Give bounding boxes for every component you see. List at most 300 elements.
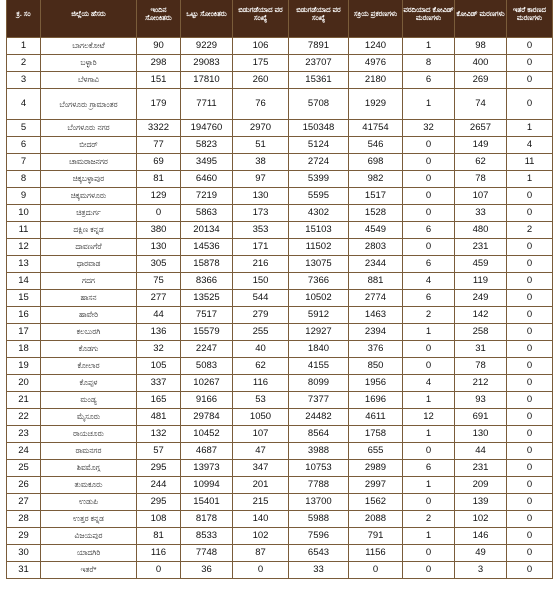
table-row (7, 494, 553, 511)
cell-discharged-today: 76 (233, 89, 289, 120)
cell-active-cases: 4549 (349, 222, 403, 239)
cell-active-cases: 1956 (349, 375, 403, 392)
cell-today-cases: 108 (137, 511, 181, 528)
cell-today-cases: 151 (137, 72, 181, 89)
cell-active-cases: 0 (349, 562, 403, 579)
cell-total-cases: 6460 (181, 171, 233, 188)
cell-covid-deaths: 149 (455, 137, 507, 154)
cell-covid-deaths: 231 (455, 460, 507, 477)
cell-district-name: ಹಾವೇರಿ (41, 307, 137, 324)
cell-discharged-today: 87 (233, 545, 289, 562)
cell-covid-deaths: 480 (455, 222, 507, 239)
cell-reported-covid-deaths: 1 (403, 426, 455, 443)
cell-covid-deaths: 33 (455, 205, 507, 222)
cell-active-cases: 1463 (349, 307, 403, 324)
cell-covid-deaths: 62 (455, 154, 507, 171)
cell-total-cases: 13525 (181, 290, 233, 307)
cell-active-cases: 1240 (349, 38, 403, 55)
cell-serial-no: 31 (7, 562, 41, 579)
cell-discharged-today: 216 (233, 256, 289, 273)
table-row (7, 307, 553, 324)
cell-active-cases: 850 (349, 358, 403, 375)
table-row (7, 137, 553, 154)
table-row (7, 511, 553, 528)
cell-reported-covid-deaths: 4 (403, 375, 455, 392)
cell-total-discharged: 150348 (289, 120, 349, 137)
cell-today-cases: 0 (137, 562, 181, 579)
header-reported-covid-deaths: ವರದಿಯಾದ ಕೋವಿಡ್ ಮರಣಗಳು (403, 0, 455, 38)
cell-total-discharged: 5399 (289, 171, 349, 188)
cell-total-cases: 17810 (181, 72, 233, 89)
cell-district-name: ಕೋಲಾರ (41, 358, 137, 375)
cell-active-cases: 1696 (349, 392, 403, 409)
cell-active-cases: 2989 (349, 460, 403, 477)
table-row (7, 72, 553, 89)
table-row (7, 290, 553, 307)
cell-reported-covid-deaths: 6 (403, 460, 455, 477)
cell-discharged-today: 106 (233, 38, 289, 55)
cell-total-discharged: 5708 (289, 89, 349, 120)
cell-district-name: ತುಮಕೂರು (41, 477, 137, 494)
cell-reported-covid-deaths: 0 (403, 188, 455, 205)
cell-district-name: ಕೊಪ್ಪಳ (41, 375, 137, 392)
cell-serial-no: 1 (7, 38, 41, 55)
cell-today-cases: 165 (137, 392, 181, 409)
table-row (7, 545, 553, 562)
cell-reported-covid-deaths: 2 (403, 307, 455, 324)
cell-covid-deaths: 93 (455, 392, 507, 409)
cell-active-cases: 655 (349, 443, 403, 460)
table-row (7, 188, 553, 205)
cell-reported-covid-deaths: 0 (403, 154, 455, 171)
cell-total-cases: 4687 (181, 443, 233, 460)
cell-reported-covid-deaths: 1 (403, 324, 455, 341)
cell-active-cases: 546 (349, 137, 403, 154)
cell-total-discharged: 5912 (289, 307, 349, 324)
cell-total-discharged: 15103 (289, 222, 349, 239)
cell-discharged-today: 347 (233, 460, 289, 477)
cell-reported-covid-deaths: 0 (403, 443, 455, 460)
cell-district-name: ಬೆಂಗಳೂರು ನಗರ (41, 120, 137, 137)
cell-district-name: ಉತ್ತರ ಕನ್ನಡ (41, 511, 137, 528)
cell-other-cause-deaths: 0 (507, 375, 553, 392)
table-row (7, 273, 553, 290)
cell-reported-covid-deaths: 0 (403, 562, 455, 579)
cell-discharged-today: 53 (233, 392, 289, 409)
cell-serial-no: 6 (7, 137, 41, 154)
cell-serial-no: 14 (7, 273, 41, 290)
cell-covid-deaths: 107 (455, 188, 507, 205)
cell-serial-no: 5 (7, 120, 41, 137)
cell-total-cases: 15878 (181, 256, 233, 273)
cell-total-discharged: 5124 (289, 137, 349, 154)
cell-district-name: ಯಾದಗಿರಿ (41, 545, 137, 562)
cell-today-cases: 116 (137, 545, 181, 562)
cell-today-cases: 129 (137, 188, 181, 205)
cell-reported-covid-deaths: 1 (403, 477, 455, 494)
table-row (7, 528, 553, 545)
cell-today-cases: 337 (137, 375, 181, 392)
cell-total-cases: 8178 (181, 511, 233, 528)
cell-reported-covid-deaths: 0 (403, 137, 455, 154)
cell-other-cause-deaths: 0 (507, 494, 553, 511)
cell-total-discharged: 33 (289, 562, 349, 579)
header-total-discharged: ಬಿಡುಗಡೆಯಾದ ವರ ಸಂಖ್ಯೆ (289, 0, 349, 38)
cell-serial-no: 13 (7, 256, 41, 273)
header-discharged-today: ಬಿಡುಗಡೆಯಾದ ವರ ಸಂಖ್ಯೆ (233, 0, 289, 38)
cell-active-cases: 1517 (349, 188, 403, 205)
table-row (7, 38, 553, 55)
cell-other-cause-deaths: 4 (507, 137, 553, 154)
cell-active-cases: 41754 (349, 120, 403, 137)
cell-district-name: ರಾಯಚೂರು (41, 426, 137, 443)
cell-other-cause-deaths: 0 (507, 55, 553, 72)
table-body (7, 38, 553, 579)
cell-total-cases: 36 (181, 562, 233, 579)
table-row (7, 358, 553, 375)
table-row (7, 375, 553, 392)
cell-district-name: ಶಿವಮೊಗ್ಗ (41, 460, 137, 477)
cell-serial-no: 23 (7, 426, 41, 443)
cell-covid-deaths: 142 (455, 307, 507, 324)
cell-discharged-today: 116 (233, 375, 289, 392)
cell-covid-deaths: 249 (455, 290, 507, 307)
cell-total-discharged: 7377 (289, 392, 349, 409)
cell-covid-deaths: 269 (455, 72, 507, 89)
cell-discharged-today: 140 (233, 511, 289, 528)
cell-total-cases: 7711 (181, 89, 233, 120)
cell-other-cause-deaths: 0 (507, 460, 553, 477)
cell-covid-deaths: 44 (455, 443, 507, 460)
table-row (7, 256, 553, 273)
cell-discharged-today: 130 (233, 188, 289, 205)
cell-total-discharged: 12927 (289, 324, 349, 341)
cell-other-cause-deaths: 0 (507, 239, 553, 256)
cell-today-cases: 179 (137, 89, 181, 120)
cell-total-cases: 10994 (181, 477, 233, 494)
header-total-cases: ಒಟ್ಟು ಸೋಂಕಿತರು (181, 0, 233, 38)
cell-other-cause-deaths: 0 (507, 358, 553, 375)
cell-reported-covid-deaths: 0 (403, 205, 455, 222)
cell-today-cases: 44 (137, 307, 181, 324)
cell-active-cases: 4976 (349, 55, 403, 72)
cell-total-discharged: 10753 (289, 460, 349, 477)
cell-total-cases: 5863 (181, 205, 233, 222)
cell-total-cases: 14536 (181, 239, 233, 256)
cell-reported-covid-deaths: 6 (403, 222, 455, 239)
cell-discharged-today: 51 (233, 137, 289, 154)
cell-active-cases: 791 (349, 528, 403, 545)
cell-reported-covid-deaths: 1 (403, 38, 455, 55)
cell-today-cases: 32 (137, 341, 181, 358)
cell-total-discharged: 2724 (289, 154, 349, 171)
cell-reported-covid-deaths: 6 (403, 72, 455, 89)
cell-serial-no: 16 (7, 307, 41, 324)
cell-other-cause-deaths: 0 (507, 528, 553, 545)
table-row (7, 239, 553, 256)
cell-serial-no: 12 (7, 239, 41, 256)
cell-serial-no: 26 (7, 477, 41, 494)
cell-total-discharged: 7788 (289, 477, 349, 494)
cell-other-cause-deaths: 1 (507, 120, 553, 137)
cell-serial-no: 10 (7, 205, 41, 222)
cell-covid-deaths: 49 (455, 545, 507, 562)
cell-district-name: ಚಿಕ್ಕಮಗಳೂರು (41, 188, 137, 205)
cell-total-cases: 7219 (181, 188, 233, 205)
cell-today-cases: 295 (137, 494, 181, 511)
cell-district-name: ಇತರೆ* (41, 562, 137, 579)
table-row (7, 443, 553, 460)
cell-active-cases: 2774 (349, 290, 403, 307)
header-covid-deaths: ಕೋವಿಡ್ ಮರಣಗಳು (455, 0, 507, 38)
cell-total-cases: 13973 (181, 460, 233, 477)
cell-total-discharged: 3988 (289, 443, 349, 460)
cell-district-name: ಗದಗ (41, 273, 137, 290)
cell-district-name: ಮೈಸೂರು (41, 409, 137, 426)
cell-discharged-today: 201 (233, 477, 289, 494)
covid-district-table (6, 0, 553, 579)
cell-serial-no: 30 (7, 545, 41, 562)
cell-discharged-today: 97 (233, 171, 289, 188)
cell-covid-deaths: 3 (455, 562, 507, 579)
cell-other-cause-deaths: 0 (507, 256, 553, 273)
cell-total-discharged: 4302 (289, 205, 349, 222)
cell-serial-no: 24 (7, 443, 41, 460)
cell-district-name: ಬಳ್ಳಾರಿ (41, 55, 137, 72)
cell-total-discharged: 8099 (289, 375, 349, 392)
table-row (7, 120, 553, 137)
cell-serial-no: 25 (7, 460, 41, 477)
header-serial-no: ಕ್ರ. ಸಂ (7, 0, 41, 38)
cell-serial-no: 7 (7, 154, 41, 171)
cell-district-name: ಬೆಂಗಳೂರು ಗ್ರಾಮಾಂತರ (41, 89, 137, 120)
cell-serial-no: 2 (7, 55, 41, 72)
cell-total-discharged: 5595 (289, 188, 349, 205)
table-row (7, 171, 553, 188)
table-row (7, 89, 553, 120)
table-row (7, 154, 553, 171)
cell-serial-no: 21 (7, 392, 41, 409)
cell-district-name: ಚಾಮರಾಜನಗರ (41, 154, 137, 171)
cell-discharged-today: 171 (233, 239, 289, 256)
cell-total-cases: 2247 (181, 341, 233, 358)
cell-reported-covid-deaths: 0 (403, 171, 455, 188)
cell-total-discharged: 13075 (289, 256, 349, 273)
cell-today-cases: 130 (137, 239, 181, 256)
cell-reported-covid-deaths: 4 (403, 273, 455, 290)
cell-total-cases: 29083 (181, 55, 233, 72)
cell-covid-deaths: 31 (455, 341, 507, 358)
cell-other-cause-deaths: 0 (507, 545, 553, 562)
cell-serial-no: 9 (7, 188, 41, 205)
cell-total-discharged: 4155 (289, 358, 349, 375)
cell-covid-deaths: 2657 (455, 120, 507, 137)
cell-reported-covid-deaths: 32 (403, 120, 455, 137)
cell-covid-deaths: 258 (455, 324, 507, 341)
cell-active-cases: 2180 (349, 72, 403, 89)
cell-discharged-today: 175 (233, 55, 289, 72)
cell-other-cause-deaths: 0 (507, 38, 553, 55)
cell-today-cases: 295 (137, 460, 181, 477)
cell-district-name: ಚಿಕ್ಕಬಳ್ಳಾಪುರ (41, 171, 137, 188)
cell-reported-covid-deaths: 0 (403, 494, 455, 511)
header-district-name: ಜಿಲ್ಲೆಯ ಹೆಸರು (41, 0, 137, 38)
cell-reported-covid-deaths: 12 (403, 409, 455, 426)
cell-today-cases: 77 (137, 137, 181, 154)
cell-total-discharged: 23707 (289, 55, 349, 72)
cell-district-name: ಬೆಳಗಾವಿ (41, 72, 137, 89)
cell-other-cause-deaths: 0 (507, 341, 553, 358)
cell-other-cause-deaths: 0 (507, 392, 553, 409)
cell-today-cases: 136 (137, 324, 181, 341)
cell-discharged-today: 62 (233, 358, 289, 375)
cell-district-name: ದಾವಣಗೆರೆ (41, 239, 137, 256)
cell-serial-no: 8 (7, 171, 41, 188)
cell-total-discharged: 15361 (289, 72, 349, 89)
cell-serial-no: 18 (7, 341, 41, 358)
cell-reported-covid-deaths: 1 (403, 89, 455, 120)
table-row (7, 460, 553, 477)
cell-today-cases: 75 (137, 273, 181, 290)
cell-serial-no: 27 (7, 494, 41, 511)
cell-total-cases: 15579 (181, 324, 233, 341)
table-header (7, 0, 553, 38)
cell-covid-deaths: 209 (455, 477, 507, 494)
cell-covid-deaths: 691 (455, 409, 507, 426)
cell-reported-covid-deaths: 1 (403, 392, 455, 409)
cell-district-name: ದಕ್ಷಿಣ ಕನ್ನಡ (41, 222, 137, 239)
cell-total-discharged: 8564 (289, 426, 349, 443)
cell-reported-covid-deaths: 8 (403, 55, 455, 72)
cell-serial-no: 28 (7, 511, 41, 528)
cell-other-cause-deaths: 0 (507, 89, 553, 120)
cell-total-discharged: 7891 (289, 38, 349, 55)
cell-active-cases: 2088 (349, 511, 403, 528)
table-row (7, 205, 553, 222)
cell-serial-no: 19 (7, 358, 41, 375)
cell-active-cases: 376 (349, 341, 403, 358)
cell-active-cases: 1528 (349, 205, 403, 222)
table-row (7, 222, 553, 239)
cell-other-cause-deaths: 11 (507, 154, 553, 171)
cell-total-cases: 5823 (181, 137, 233, 154)
cell-district-name: ಕಲಬುರಗಿ (41, 324, 137, 341)
cell-discharged-today: 255 (233, 324, 289, 341)
cell-today-cases: 0 (137, 205, 181, 222)
cell-covid-deaths: 78 (455, 358, 507, 375)
cell-total-discharged: 13700 (289, 494, 349, 511)
cell-active-cases: 4611 (349, 409, 403, 426)
cell-reported-covid-deaths: 1 (403, 528, 455, 545)
cell-other-cause-deaths: 0 (507, 205, 553, 222)
cell-district-name: ಕೊಡಗು (41, 341, 137, 358)
cell-today-cases: 298 (137, 55, 181, 72)
cell-other-cause-deaths: 0 (507, 426, 553, 443)
cell-discharged-today: 173 (233, 205, 289, 222)
cell-total-cases: 7748 (181, 545, 233, 562)
cell-covid-deaths: 212 (455, 375, 507, 392)
cell-discharged-today: 215 (233, 494, 289, 511)
cell-other-cause-deaths: 1 (507, 171, 553, 188)
table-row (7, 341, 553, 358)
table-row (7, 55, 553, 72)
cell-reported-covid-deaths: 0 (403, 545, 455, 562)
cell-covid-deaths: 146 (455, 528, 507, 545)
cell-covid-deaths: 74 (455, 89, 507, 120)
cell-total-discharged: 1840 (289, 341, 349, 358)
cell-discharged-today: 150 (233, 273, 289, 290)
cell-discharged-today: 47 (233, 443, 289, 460)
cell-other-cause-deaths: 0 (507, 511, 553, 528)
cell-total-cases: 9229 (181, 38, 233, 55)
cell-today-cases: 90 (137, 38, 181, 55)
header-today-cases: ಇಂದಿನ ಸೋಂಕಿತರು (137, 0, 181, 38)
cell-other-cause-deaths: 0 (507, 273, 553, 290)
cell-discharged-today: 1050 (233, 409, 289, 426)
cell-active-cases: 1562 (349, 494, 403, 511)
cell-total-cases: 7517 (181, 307, 233, 324)
cell-total-discharged: 10502 (289, 290, 349, 307)
cell-today-cases: 132 (137, 426, 181, 443)
cell-discharged-today: 40 (233, 341, 289, 358)
cell-serial-no: 20 (7, 375, 41, 392)
cell-total-cases: 10267 (181, 375, 233, 392)
cell-total-cases: 9166 (181, 392, 233, 409)
cell-serial-no: 17 (7, 324, 41, 341)
cell-other-cause-deaths: 0 (507, 188, 553, 205)
cell-today-cases: 81 (137, 171, 181, 188)
cell-total-discharged: 6543 (289, 545, 349, 562)
cell-total-cases: 10452 (181, 426, 233, 443)
cell-serial-no: 11 (7, 222, 41, 239)
cell-reported-covid-deaths: 2 (403, 511, 455, 528)
cell-today-cases: 305 (137, 256, 181, 273)
table-row (7, 477, 553, 494)
cell-today-cases: 380 (137, 222, 181, 239)
cell-discharged-today: 0 (233, 562, 289, 579)
cell-covid-deaths: 102 (455, 511, 507, 528)
cell-today-cases: 69 (137, 154, 181, 171)
cell-covid-deaths: 459 (455, 256, 507, 273)
cell-district-name: ಬೀದರ್ (41, 137, 137, 154)
cell-active-cases: 2803 (349, 239, 403, 256)
cell-other-cause-deaths: 0 (507, 477, 553, 494)
table-row (7, 426, 553, 443)
cell-active-cases: 881 (349, 273, 403, 290)
cell-total-cases: 3495 (181, 154, 233, 171)
cell-active-cases: 1156 (349, 545, 403, 562)
cell-serial-no: 15 (7, 290, 41, 307)
cell-district-name: ಹಾಸನ (41, 290, 137, 307)
cell-total-cases: 20134 (181, 222, 233, 239)
cell-reported-covid-deaths: 0 (403, 239, 455, 256)
cell-other-cause-deaths: 2 (507, 222, 553, 239)
cell-today-cases: 81 (137, 528, 181, 545)
cell-active-cases: 982 (349, 171, 403, 188)
cell-total-cases: 29784 (181, 409, 233, 426)
cell-serial-no: 29 (7, 528, 41, 545)
cell-other-cause-deaths: 0 (507, 443, 553, 460)
table-row (7, 562, 553, 579)
cell-total-cases: 194760 (181, 120, 233, 137)
cell-serial-no: 3 (7, 72, 41, 89)
header-active-cases: ಸಕ್ರಿಯ ಪ್ರಕರಣಗಳು (349, 0, 403, 38)
cell-total-cases: 8533 (181, 528, 233, 545)
cell-other-cause-deaths: 0 (507, 409, 553, 426)
cell-other-cause-deaths: 0 (507, 562, 553, 579)
cell-district-name: ಚಿತ್ರದುರ್ಗ (41, 205, 137, 222)
cell-active-cases: 1929 (349, 89, 403, 120)
